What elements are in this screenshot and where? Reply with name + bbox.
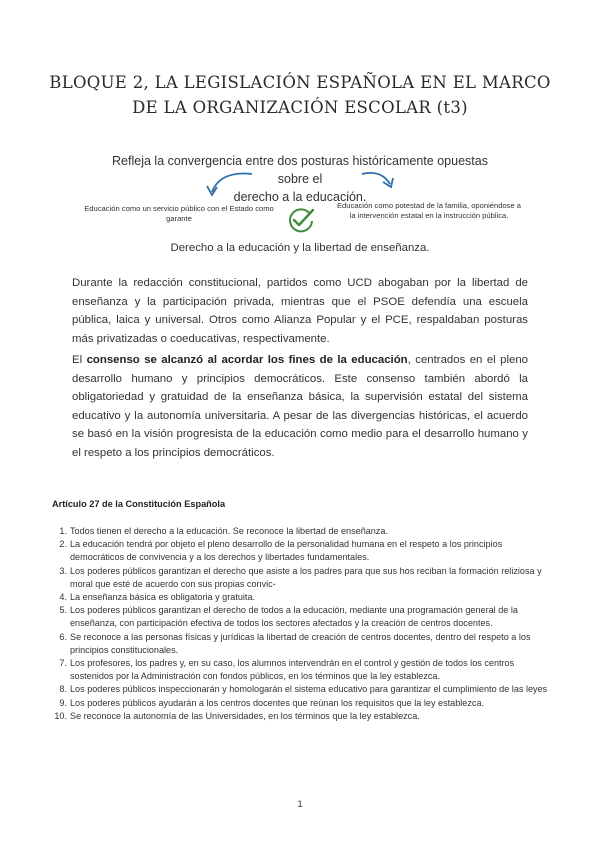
article-item-text: Todos tienen el derecho a la educación. Se reconoce la libertad de enseñanza. xyxy=(70,526,388,536)
article-item-number: 2. xyxy=(59,539,67,550)
right-position-line-2: la intervención estatal en la instrucción pública. xyxy=(349,211,509,220)
article-list xyxy=(40,525,550,723)
article-item-text: La enseñanza básica es obligatoria y gratuita. xyxy=(70,592,256,603)
article-item xyxy=(40,697,550,710)
article-item-number: 4. xyxy=(59,592,67,603)
check-circle-icon xyxy=(286,205,316,235)
paragraph-consensus-start: El xyxy=(72,354,87,366)
article-item-number: 7. xyxy=(59,658,67,669)
left-arrow-icon xyxy=(204,170,256,198)
page-title xyxy=(0,70,600,120)
paragraph-consensus-rest: , centrados en el pleno desarrollo humano y principios democráticos. Este consenso también abordó la obligatoriedad y gratuidad de la enseñanza básica, la supervisión estatal del sistema educativo y la autonomía universitaria. A pesar de las divergencias históricas, el acuerdo se basó en la visión progresista de la educación como medio para el desarrollo humano y el respeto a los principios democráticos. xyxy=(72,354,529,459)
article-item-number: 1. xyxy=(59,526,67,536)
article-item xyxy=(40,683,550,696)
article-item-text: Los poderes públicos garantizan el derecho que asiste a los padres para que sus hos reciban la formación reliziosa y moral que esté de acuerdo con sus propias convic- xyxy=(70,565,542,589)
article-item-text: Los poderes públicos garantizan el derecho de todos a la educación, mediante una programación general de la enseñanza, con participación efectiva de todos los sectores afectados y la creación de centros docentes. xyxy=(70,605,518,629)
paragraph-drafting: Durante la redacción constitucional, partidos como UCD abogaban por la libertad de enseñanza y la participación privada, mientras que el PSOE defendía una escuela pública, laica y universal. Otros como Alianza Popular y el PCE, respaldaban posturas más privatizadas o coeducativas, respectivamente. xyxy=(72,277,528,345)
article-item xyxy=(40,604,550,630)
article-item-number: 10. xyxy=(54,710,67,721)
article-item xyxy=(40,565,550,591)
right-position-line-1: Educación como potestad de la familia, oponiéndose a xyxy=(336,201,522,210)
page-title-line-1: BLOQUE 2, LA LEGISLACIÓN ESPAÑOLA EN EL MARCO xyxy=(49,73,551,92)
article-item-number: 6. xyxy=(59,631,67,642)
article-item xyxy=(40,591,550,604)
article-item xyxy=(40,538,550,564)
diagram-intro-line-2: derecho a la educación. xyxy=(233,190,367,204)
left-position-note xyxy=(72,204,286,224)
article-item xyxy=(40,657,550,683)
article-item-text: Los poderes públicos inspeccionarán y homologarán el sistema educativo para garantizar el cumplimiento de las leyes xyxy=(70,684,548,695)
article-heading: Artículo 27 de la Constitución Española xyxy=(52,499,226,509)
article-item xyxy=(40,710,550,723)
article-item-text: Se reconoce la autonomía de las Universidades, en los términos que la ley establezca. xyxy=(70,710,420,721)
page-title-line-2: DE LA ORGANIZACIÓN ESCOLAR (t3) xyxy=(132,98,468,117)
paragraph-consensus-bold: consenso se alcanzó al acordar los fines de la educación xyxy=(86,354,408,366)
article-item-number: 9. xyxy=(59,697,67,708)
article-item-text: La educación tendrá por objeto el pleno desarrollo de la personalidad humana en el respeto a los principios democráticos de convivencia y a los derechos y libertades fundamentales. xyxy=(70,539,503,563)
diagram-intro-line-1: Refleja la convergencia entre dos posturas históricamente opuestas sobre el xyxy=(112,154,488,186)
article-item-text: Se reconoce a las personas físicas y jurídicas la libertad de creación de centros docentes, dentro del respeto a los principios constitucionales. xyxy=(70,631,531,655)
left-position-line-1: Educación como un servicio público con el Estado como xyxy=(84,204,274,213)
article-item xyxy=(40,631,550,657)
article-item-number: 5. xyxy=(59,605,67,616)
page-number: 1 xyxy=(297,799,303,810)
article-item-text: Los poderes públicos ayudarán a los centros docentes que reúnan los requisitos que la ley establezca. xyxy=(70,697,485,708)
diagram-conclusion: Derecho a la educación y la libertad de enseñanza. xyxy=(170,242,430,254)
article-item xyxy=(40,525,550,538)
diagram-intro xyxy=(100,152,500,206)
left-position-line-2: garante xyxy=(166,214,192,223)
article-item-text: Los profesores, los padres y, en su caso, los alumnos intervendrán en el control y gestión de todos los centros sostenidos por la Administración con fondos públicos, en los términos que la ley establezca. xyxy=(70,658,515,682)
right-position-note xyxy=(326,201,532,221)
article-item-number: 3. xyxy=(59,565,67,576)
right-arrow-icon xyxy=(360,170,396,192)
article-item-number: 8. xyxy=(59,684,67,695)
paragraph-consensus xyxy=(72,351,528,463)
